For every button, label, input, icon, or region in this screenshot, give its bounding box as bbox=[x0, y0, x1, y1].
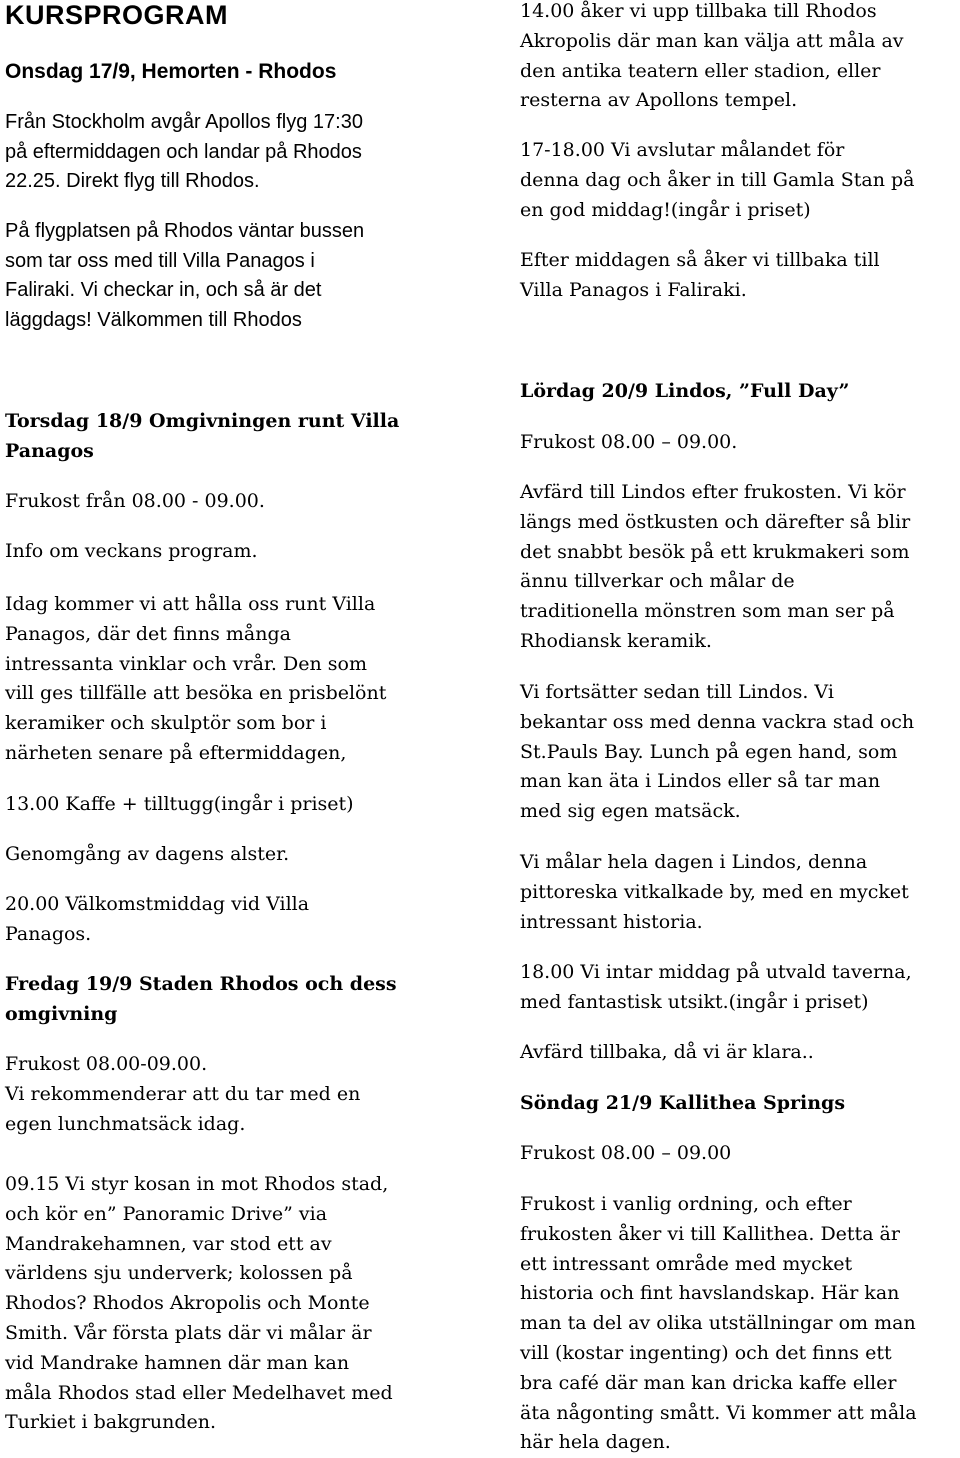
saturday-painting-paragraph: Vi målar hela dagen i Lindos, denna pittoreska vitkalkade by, med en mycket intressant historia. bbox=[520, 851, 909, 933]
thursday-coffee: 13.00 Kaffe + tilltugg(ingår i priset) bbox=[5, 793, 354, 815]
thursday-dinner: 20.00 Välkomstmiddag vid Villa Panagos. bbox=[5, 893, 310, 945]
saturday-lindos-paragraph: Vi fortsätter sedan till Lindos. Vi bekantar oss med denna vackra stad och St.Pauls Bay. Lunch på egen hand, som man kan äta i Lindos eller så tar man med sig egen matsäck. bbox=[520, 681, 915, 823]
friday-evening-paragraph: 17-18.00 Vi avslutar målandet för denna dag och åker in till Gamla Stan på en god middag!(ingår i priset) bbox=[520, 139, 915, 221]
friday-afternoon-paragraph: 14.00 åker vi upp tillbaka till Rhodos Akropolis där man kan välja att måla av den antika teatern eller stadion, eller resterna av Apollons tempel. bbox=[520, 0, 904, 112]
thursday-description: Idag kommer vi att hålla oss runt Villa Panagos, där det finns många intressanta vinklar och vrår. Den som vill ges tillfälle att besöka en prisbelönt keramiker och skulptör som bor i närheten senare på eftermiddagen, bbox=[5, 593, 387, 764]
thursday-breakfast: Frukost från 08.00 - 09.00. bbox=[5, 490, 265, 512]
friday-breakfast: Frukost 08.00-09.00. Vi rekommenderar att du tar med en egen lunchmatsäck idag. bbox=[5, 1053, 361, 1135]
sunday-kallithea-paragraph: Frukost i vanlig ordning, och efter frukosten åker vi till Kallithea. Detta är ett intressant område med mycket historia och fint havslandskap. Här kan man ta del av olika utställningar om man vill (kostar ingenting) och det finns ett bra café där man kan dricka kaffe eller äta någonting smått. Vi kommer att måla här hela dagen. bbox=[520, 1193, 917, 1454]
sunday-breakfast: Frukost 08.00 – 09.00 bbox=[520, 1142, 732, 1164]
page-title: KURSPROGRAM bbox=[5, 0, 229, 30]
friday-morning-paragraph: 09.15 Vi styr kosan in mot Rhodos stad, och kör en” Panoramic Drive” via Mandrakehamnen, var stod ett av världens sju underverk; kolossen på Rhodos? Rhodos Akropolis och Monte Smith. Vår första plats där vi målar är vid Mandrake hamnen där man kan måla Rhodos stad eller Medelhavet med Turkiet i bakgrunden. bbox=[5, 1173, 393, 1434]
saturday-return: Avfärd tillbaka, då vi är klara.. bbox=[520, 1041, 814, 1063]
saturday-dinner-paragraph: 18.00 Vi intar middag på utvald taverna, med fantastisk utsikt.(ingår i priset) bbox=[520, 961, 912, 1013]
thursday-info: Info om veckans program. bbox=[5, 540, 258, 562]
wednesday-arrival-paragraph: På flygplatsen på Rhodos väntar bussen som tar oss med till Villa Panagos i Faliraki. Vi checkar in, och så är det läggdags! Välkommen till Rhodos bbox=[5, 220, 365, 331]
wednesday-flight-paragraph: Från Stockholm avgår Apollos flyg 17:30 på eftermiddagen och landar på Rhodos 22.25. Direkt flyg till Rhodos. bbox=[5, 111, 363, 192]
thursday-review: Genomgång av dagens alster. bbox=[5, 843, 290, 865]
saturday-heading: Lördag 20/9 Lindos, ”Full Day” bbox=[520, 380, 850, 402]
thursday-heading: Torsdag 18/9 Omgivningen runt Villa Panagos bbox=[5, 410, 400, 462]
friday-heading: Fredag 19/9 Staden Rhodos och dess omgivning bbox=[5, 973, 397, 1025]
saturday-breakfast: Frukost 08.00 – 09.00. bbox=[520, 431, 738, 453]
wednesday-heading: Onsdag 17/9, Hemorten - Rhodos bbox=[5, 60, 337, 83]
friday-return-paragraph: Efter middagen så åker vi tillbaka till Villa Panagos i Faliraki. bbox=[520, 249, 880, 301]
saturday-departure-paragraph: Avfärd till Lindos efter frukosten. Vi kör längs med östkusten och därefter så blir det snabbt besök på ett krukmakeri som ännu tillverkar och målar de traditionella mönstren som man ser på Rhodiansk keramik. bbox=[520, 481, 911, 652]
sunday-heading: Söndag 21/9 Kallithea Springs bbox=[520, 1092, 846, 1114]
